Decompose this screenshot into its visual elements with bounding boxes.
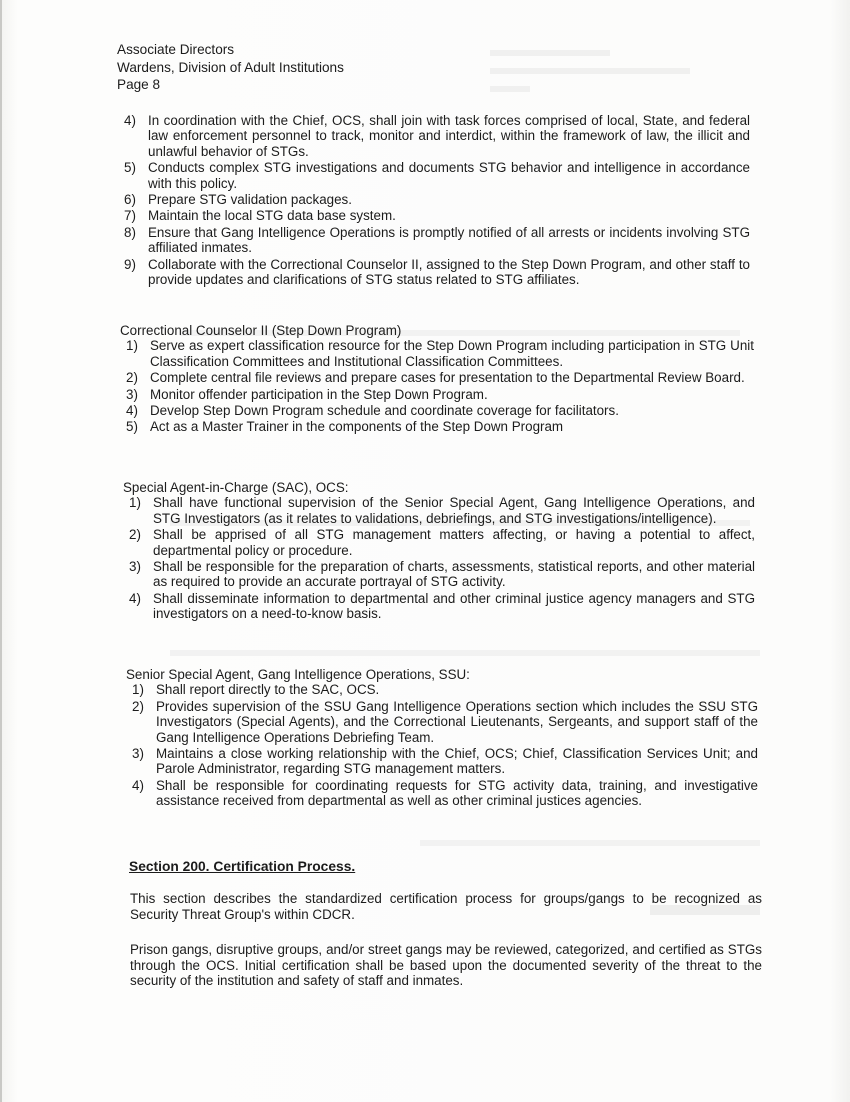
scan-edge (0, 0, 2, 1102)
list-item: 4) Develop Step Down Program schedule and coordinate coverage for facilitators. (126, 403, 619, 419)
list-item: 5) Conducts complex STG investigations and documents STG behavior and intelligence in accordance with this policy. (124, 160, 750, 191)
list-item: 1) Shall have functional supervision of the Senior Special Agent, Gang Intelligence Operations, and STG Investigators (as it relates to validations, debriefings, and STG investigations/intelligence). (129, 495, 755, 526)
section-200-intro: This section describes the standardized certification process for groups/gangs to be recognized as Security Threat Group's within CDCR. (130, 891, 762, 922)
memo-header (117, 41, 344, 94)
list-item: 3) Shall be responsible for the preparation of charts, assessments, statistical reports, and other material as required to provide an accurate portrayal of STG activity. (129, 559, 755, 590)
section-heading: Senior Special Agent, Gang Intelligence Operations, SSU: (126, 667, 470, 682)
list-item: 4) Shall be responsible for coordinating requests for STG activity data, training, and investigative assistance received from departmental as well as other criminal justices agencies. (132, 777, 758, 809)
list-item: 3) Maintains a close working relationship with the Chief, OCS; Chief, Classification Services Unit; and Parole Administrator, regarding STG management matters. (132, 746, 758, 777)
ssa-section (126, 667, 758, 810)
section-200-title: Section 200. Certification Process. (129, 859, 356, 874)
list-item: 1) Serve as expert classification resource for the Step Down Program including participation in STG Unit Classification Committees and Institutional Classification Committees. (126, 338, 754, 369)
list-item: 2) Shall be apprised of all STG management matters affecting, or having a potential to affect, departmental policy or procedure. (129, 527, 755, 558)
header-page-number: Page 8 (117, 77, 161, 92)
list-item: 2) Complete central file reviews and prepare cases for presentation to the Departmental Review Board. (126, 370, 745, 386)
section-heading: Special Agent-in-Charge (SAC), OCS: (123, 480, 349, 495)
section-200-body: Prison gangs, disruptive groups, and/or street gangs may be reviewed, categorized, and certified as STGs through the OCS. Initial certification shall be based upon the documented severity of the threat to the security of the institution and safety of staff and inmates. (130, 942, 762, 989)
list-item: 1) Shall report directly to the SAC, OCS. (132, 682, 380, 698)
list-item: 3) Monitor offender participation in the Step Down Program. (126, 386, 488, 402)
section-heading: Correctional Counselor II (Step Down Program) (120, 323, 402, 338)
list-item: 7) Maintain the local STG data base system. (124, 208, 396, 224)
header-recipient-2: Wardens, Division of Adult Institutions (117, 59, 344, 75)
list-item: 6) Prepare STG validation packages. (124, 192, 352, 208)
list-item: 5) Act as a Master Trainer in the components of the Step Down Program (126, 419, 564, 435)
list-item: 2) Provides supervision of the SSU Gang Intelligence Operations section which includes the SSU STG Investigators (Special Agents), and the Correctional Lieutenants, Sergeants, and support staff of the Gang Intelligence Operations Debriefing Team. (132, 698, 758, 745)
list-item: 9) Collaborate with the Correctional Counselor II, assigned to the Step Down Program, and other staff to provide updates and clarifications of STG status related to STG affiliates. (124, 256, 750, 288)
list-item: 4) Shall disseminate information to departmental and other criminal justice agency managers and STG investigators on a need-to-know basis. (129, 590, 755, 622)
header-recipient: Associate Directors (117, 42, 235, 57)
list-item: 8) Ensure that Gang Intelligence Operations is promptly notified of all arrests or incidents involving STG affiliated inmates. (124, 224, 750, 256)
list-item: 4) In coordination with the Chief, OCS, shall join with task forces comprised of local, State, and federal law enforcement personnel to track, monitor and interdict, within the framework of law, the illicit and unlawful behavior of STGs. (124, 113, 750, 159)
sac-section (123, 480, 755, 623)
investigator-duties-list (118, 113, 750, 288)
cc2-section (120, 323, 754, 436)
